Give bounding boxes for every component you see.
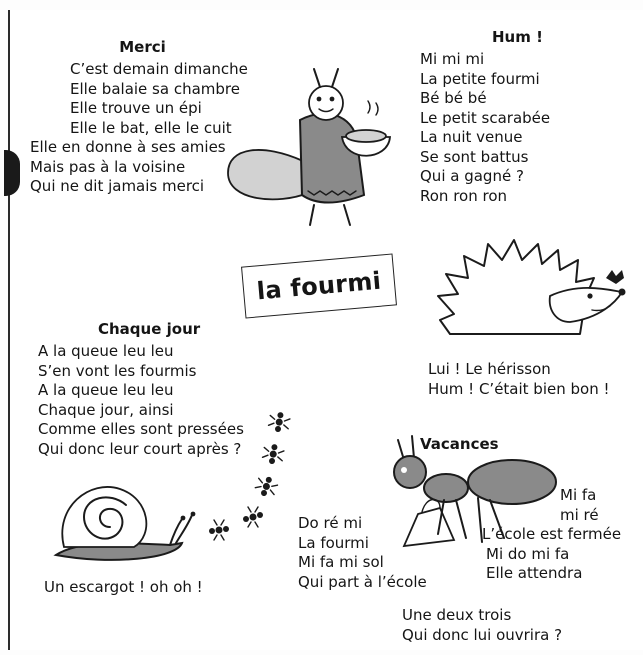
snail-and-ants-illustration	[50, 415, 290, 575]
poem-line: Bé bé bé	[420, 89, 487, 107]
marching-ant-icon	[254, 474, 280, 500]
binding-edge-mark	[4, 150, 20, 196]
poem-line: L’école est fermée	[482, 525, 622, 543]
hedgehog-illustration	[430, 238, 630, 348]
poem-line: C’est demain dimanche	[70, 60, 248, 78]
poem-line: A la queue leu leu	[38, 381, 174, 399]
ant-eye-shape	[330, 97, 335, 102]
page-title: la fourmi	[255, 266, 383, 306]
ant-head-shape	[309, 86, 343, 120]
poem-line: Mi fa mi sol	[298, 553, 384, 571]
ant-head-shape	[394, 456, 426, 488]
hedgehog-verse	[428, 360, 643, 399]
ant-in-mouth-shape	[606, 270, 624, 284]
poem-line: La fourmi	[298, 533, 369, 552]
poem-line: Ron ron ron	[420, 186, 508, 205]
poem-title-merci: Merci	[119, 38, 166, 56]
poem-line: Se sont battus	[420, 147, 529, 166]
poem-line: Chaque jour, ainsi	[38, 400, 174, 419]
hedgehog-eye-shape	[587, 293, 592, 298]
vacances-bottom-verse	[402, 606, 602, 645]
poem-line: Lui ! Le hérisson	[428, 360, 551, 378]
poem-line: Le petit scarabée	[420, 108, 551, 127]
marching-ant-icon	[243, 507, 263, 527]
ant-dress-shape	[300, 114, 364, 203]
snail-eye-shape	[191, 512, 196, 517]
poem-line: Qui donc lui ouvrira ?	[402, 625, 563, 644]
ant-legs-shape	[310, 205, 350, 225]
poem-line: Qui a gagné ?	[420, 167, 524, 185]
poem-line: Mi do mi fa	[486, 544, 570, 563]
poem-line: Do ré mi	[298, 514, 363, 532]
poem-line: S’en vont les fourmis	[38, 361, 197, 380]
poem-title-vacances: Vacances	[420, 435, 499, 453]
poem-line: Hum ! C’était bien bon !	[428, 379, 610, 398]
poem-line: Elle le bat, elle le cuit	[70, 118, 232, 137]
bowl-content-shape	[346, 130, 386, 142]
snail-stalks-shape	[170, 515, 192, 545]
poem-title-chaque-jour: Chaque jour	[98, 320, 201, 338]
poem-line: Mi mi mi	[420, 50, 485, 68]
songbook-page	[8, 10, 643, 650]
ant-antennae-shape	[314, 69, 338, 87]
poem-line: Une deux trois	[402, 606, 512, 624]
schoolbag-shape	[404, 508, 454, 546]
ant-eye-shape	[401, 467, 407, 473]
poem-title-hum: Hum !	[492, 28, 543, 46]
poem-line: La nuit venue	[420, 128, 523, 146]
poem-line: Un escargot ! oh oh !	[44, 578, 203, 596]
steam-shape	[368, 101, 378, 115]
poem-line: Qui part à l’école	[298, 572, 427, 591]
marching-ant-icon	[209, 520, 229, 540]
poem-line: Elle trouve un épi	[70, 99, 202, 117]
ant-abdomen-shape	[468, 460, 556, 504]
marching-ant-icon	[262, 443, 285, 466]
poem-line: La petite fourmi	[420, 69, 540, 88]
snail-verse	[44, 578, 203, 598]
poem-line: Elle en donne à ses amies	[30, 138, 226, 156]
title-frame	[241, 253, 397, 318]
ant-eye-shape	[317, 97, 322, 102]
poem-line: Elle attendra	[486, 564, 583, 582]
ant-with-schoolbag-illustration	[382, 430, 562, 550]
snail-eye-shape	[181, 516, 186, 521]
ant-thorax-shape	[424, 474, 468, 502]
poem-line: Qui ne dit jamais merci	[30, 177, 205, 195]
poem-line: A la queue leu leu	[38, 342, 174, 360]
ant-wing-shape	[228, 150, 308, 199]
poem-hum	[420, 28, 620, 206]
hedgehog-nose-shape	[619, 289, 626, 296]
hedgehog-face-shape	[550, 288, 622, 322]
marching-ant-icon	[268, 411, 291, 434]
ant-with-bowl-illustration	[218, 65, 398, 235]
poem-line: Elle balaie sa chambre	[70, 79, 240, 98]
poem-line: Mais pas à la voisine	[30, 157, 186, 176]
poem-line: Comme elles sont pressées	[38, 420, 244, 438]
marching-ants-group	[209, 411, 291, 540]
poem-line: mi ré	[560, 505, 599, 524]
poem-line: Mi fa	[560, 486, 597, 504]
poem-line: Qui donc leur court après ?	[38, 439, 242, 458]
